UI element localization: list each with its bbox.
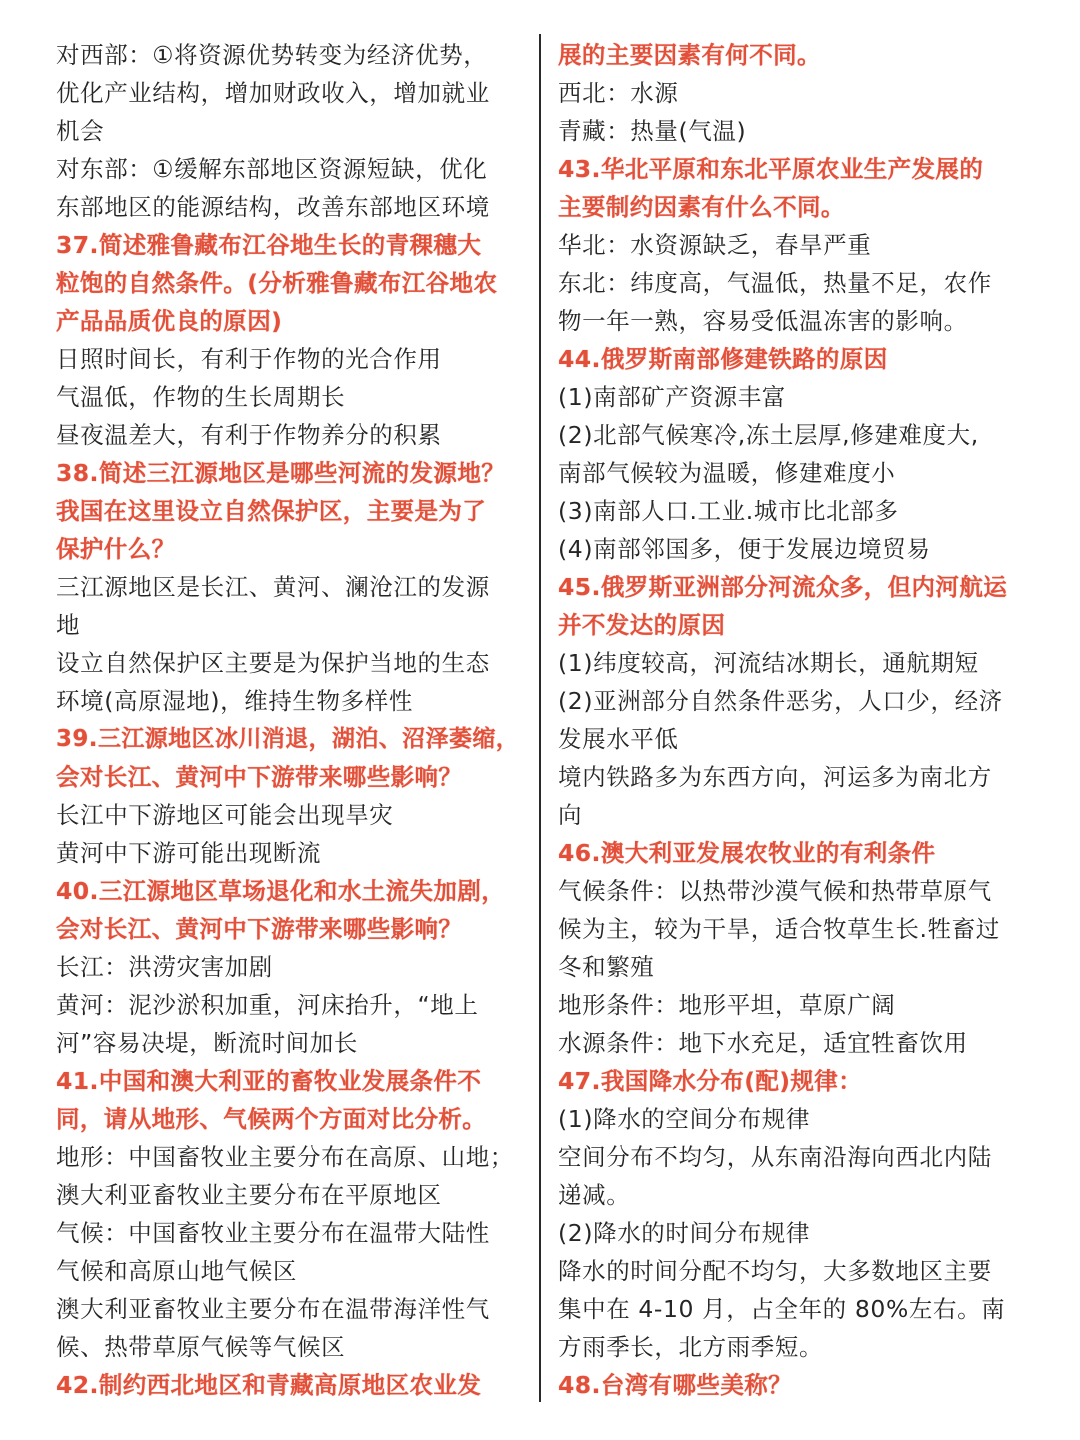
answer-line: (1)纬度较高，河流结冰期长，通航期短 — [558, 649, 979, 677]
answer-line: 长江中下游地区可能会出现旱灾 — [56, 801, 394, 829]
question-line: 40.三江源地区草场退化和水土流失加剧， — [56, 877, 506, 905]
answer-line: (2)亚洲部分自然条件恶劣，人口少，经济 — [558, 687, 1003, 715]
answer-line: 昼夜温差大，有利于作物养分的积累 — [56, 421, 442, 449]
answer-line: (1)降水的空间分布规律 — [558, 1105, 810, 1133]
left-column — [56, 36, 526, 1404]
answer-line: 降水的时间分配不均匀，大多数地区主要 — [558, 1257, 992, 1285]
answer-line: 地形条件：地形平坦，草原广阔 — [558, 991, 896, 1019]
answer-line: 物一年一熟，容易受低温冻害的影响。 — [558, 307, 968, 335]
answer-line: 地 — [56, 611, 81, 639]
question-line: 43.华北平原和东北平原农业生产发展的 — [558, 155, 984, 183]
answer-line: 环境(高原湿地)，维持生物多样性 — [56, 687, 413, 715]
question-line: 42.制约西北地区和青藏高原地区农业发 — [56, 1371, 482, 1399]
answer-line: 青藏：热量(气温) — [558, 117, 747, 145]
question-line: 38.简述三江源地区是哪些河流的发源地？ — [56, 459, 506, 487]
question-line: 产品品质优良的原因) — [56, 307, 283, 335]
answer-line: 优化产业结构，增加财政收入，增加就业 — [56, 79, 490, 107]
question-line: 保护什么？ — [56, 535, 176, 563]
answer-line: 气温低，作物的生长周期长 — [56, 383, 346, 411]
answer-line: 西北：水源 — [558, 79, 679, 107]
answer-line: 方雨季长，北方雨季短。 — [558, 1333, 824, 1361]
answer-line: 设立自然保护区主要是为保护当地的生态 — [56, 649, 490, 677]
answer-line: (2)降水的时间分布规律 — [558, 1219, 810, 1247]
answer-line: (2)北部气候寒冷,冻土层厚,修建难度大, — [558, 421, 979, 449]
answer-line: 发展水平低 — [558, 725, 679, 753]
answer-line: 冬和繁殖 — [558, 953, 655, 981]
question-line: 并不发达的原因 — [558, 611, 726, 639]
answer-line: 东北：纬度高，气温低，热量不足，农作 — [558, 269, 992, 297]
right-column — [558, 36, 1028, 1404]
question-line: 45.俄罗斯亚洲部分河流众多，但内河航运 — [558, 573, 1008, 601]
answer-line: (3)南部人口.工业.城市比北部多 — [558, 497, 899, 525]
answer-line: (1)南部矿产资源丰富 — [558, 383, 786, 411]
question-line: 展的主要因素有何不同。 — [558, 41, 821, 69]
answer-line: (4)南部邻国多，便于发展边境贸易 — [558, 535, 931, 563]
answer-line: 水源条件：地下水充足，适宜牲畜饮用 — [558, 1029, 968, 1057]
answer-line: 候为主，较为干旱，适合牧草生长.牲畜过 — [558, 915, 1000, 943]
answer-line: 气候条件：以热带沙漠气候和热带草原气 — [558, 877, 992, 905]
question-line: 会对长江、黄河中下游带来哪些影响？ — [56, 763, 463, 791]
answer-line: 黄河中下游可能出现断流 — [56, 839, 322, 867]
question-line: 46.澳大利亚发展农牧业的有利条件 — [558, 839, 936, 867]
answer-line: 候、热带草原气候等气候区 — [56, 1333, 346, 1361]
answer-line: 对东部：①缓解东部地区资源短缺，优化 — [56, 155, 488, 183]
question-line: 39.三江源地区冰川消退，湖泊、沼泽萎缩， — [56, 726, 520, 752]
question-line: 44.俄罗斯南部修建铁路的原因 — [558, 345, 888, 373]
answer-line: 对西部：①将资源优势转变为经济优势， — [56, 41, 488, 69]
answer-line: 长江：洪涝灾害加剧 — [56, 953, 273, 981]
answer-line: 向 — [558, 801, 583, 829]
question-line: 会对长江、黄河中下游带来哪些影响？ — [56, 915, 463, 943]
answer-line: 机会 — [56, 117, 105, 145]
question-line: 41.中国和澳大利亚的畜牧业发展条件不 — [56, 1067, 482, 1095]
answer-line: 南部气候较为温暖，修建难度小 — [558, 459, 896, 487]
question-line: 47.我国降水分布(配)规律： — [558, 1067, 863, 1095]
answer-line: 境内铁路多为东西方向，河运多为南北方 — [558, 763, 992, 791]
answer-line: 集中在 4-10 月，占全年的 80%左右。南 — [558, 1295, 1006, 1323]
question-line: 我国在这里设立自然保护区，主要是为了 — [56, 497, 487, 525]
question-line: 37.简述雅鲁藏布江谷地生长的青稞穗大 — [56, 231, 482, 259]
answer-line: 递减。 — [558, 1181, 631, 1209]
answer-line: 日照时间长，有利于作物的光合作用 — [56, 345, 442, 373]
answer-line: 气候和高原山地气候区 — [56, 1257, 297, 1285]
answer-line: 黄河：泥沙淤积加重，河床抬升，“地上 — [56, 991, 479, 1019]
question-line: 主要制约因素有什么不同。 — [558, 193, 845, 221]
question-line: 同，请从地形、气候两个方面对比分析。 — [56, 1105, 487, 1133]
question-line: 粒饱的自然条件。(分析雅鲁藏布江谷地农 — [56, 269, 498, 297]
answer-line: 地形：中国畜牧业主要分布在高原、山地； — [56, 1143, 514, 1171]
answer-line: 气候：中国畜牧业主要分布在温带大陆性 — [56, 1219, 490, 1247]
answer-line: 河”容易决堤，断流时间加长 — [56, 1029, 358, 1057]
question-line: 48.台湾有哪些美称？ — [558, 1371, 793, 1399]
answer-line: 空间分布不均匀，从东南沿海向西北内陆 — [558, 1143, 992, 1171]
answer-line: 东部地区的能源结构，改善东部地区环境 — [56, 193, 490, 221]
answer-line: 华北：水资源缺乏，春旱严重 — [558, 231, 872, 259]
answer-line: 澳大利亚畜牧业主要分布在温带海洋性气 — [56, 1295, 490, 1323]
column-divider — [539, 34, 541, 1402]
answer-line: 澳大利亚畜牧业主要分布在平原地区 — [56, 1181, 442, 1209]
answer-line: 三江源地区是长江、黄河、澜沧江的发源 — [56, 573, 490, 601]
